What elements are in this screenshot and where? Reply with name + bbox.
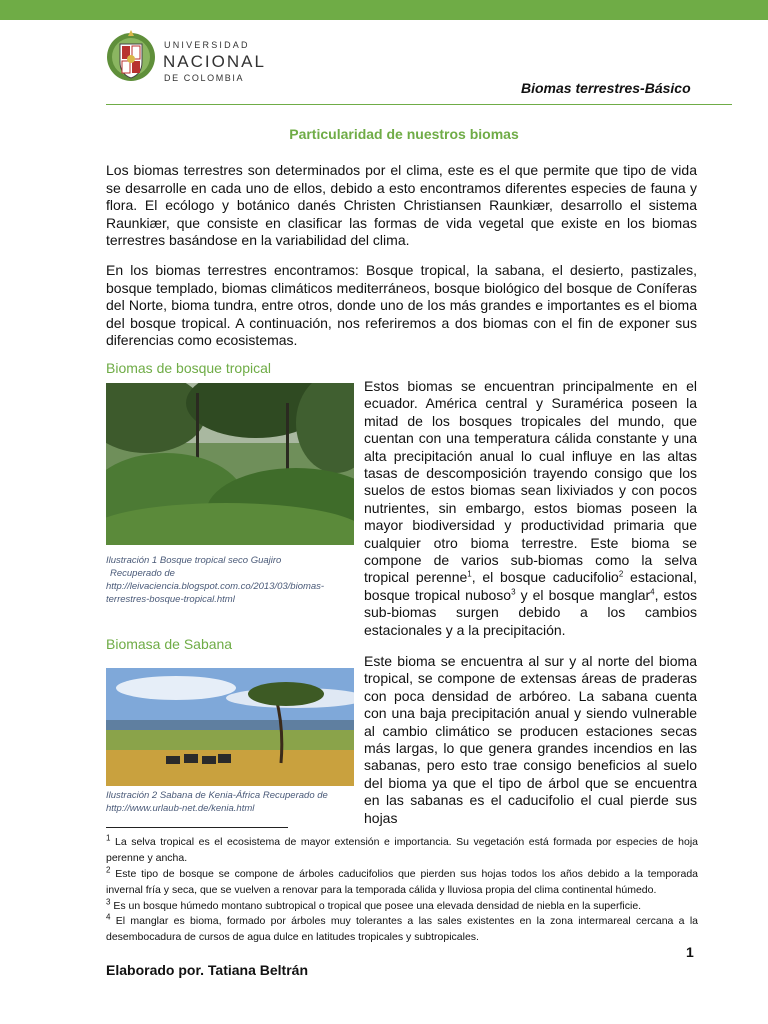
footnote-text: Es un bosque húmedo montano subtropical o tropical que posee una elevada densidad de niebla en la superficie. xyxy=(110,900,642,912)
tropical-forest-text xyxy=(364,378,697,639)
university-logo xyxy=(106,26,266,90)
caption-line: Recuperado de xyxy=(110,568,175,579)
caption-line: Ilustración 1 Bosque tropical seco Guajiro xyxy=(106,555,282,566)
footnote-marker: 4 xyxy=(106,912,111,922)
section-title: Particularidad de nuestros biomas xyxy=(289,126,519,142)
header-divider xyxy=(106,104,732,105)
savanna-text: Este bioma se encuentra al sur y al norte del bioma tropical, se compone de extensas áreas de praderas con poca densidad de arbóreo. La sabana cuenta con una baja precipitación anual y siendo vulnerable al cambio climático se producen estaciones secas más largas, lo que genera grandes incendios en las sabanas, pero esto trae consigo beneficios al suelo del bioma ya que el tipo de árbol que se encuentra en las sabanas es el caducifolio el cual pierde sus hojas xyxy=(364,653,697,826)
savanna-caption xyxy=(106,789,358,815)
footnote-4 xyxy=(106,913,698,945)
footnote-text: La selva tropical es el ecosistema de mayor extensión e importancia. Su vegetación está formada por especies de hoja perenne y ancha. xyxy=(106,836,698,864)
university-name-line3: DE COLOMBIA xyxy=(164,73,245,83)
tropical-forest-heading: Biomas de bosque tropical xyxy=(106,360,271,376)
document-title: Biomas terrestres-Básico xyxy=(521,80,691,96)
intro-paragraph-2: En los biomas terrestres encontramos: Bosque tropical, la sabana, el desierto, pastizales, bosque templado, biomas climáticos mediterráneos, bosque biológico del bosque de Coníferas del Norte, bioma tundra, entre otros, donde uno de los más grandes e importantes es el bioma del bosque tropical. A continuación, nos referiremos a dos biomas con el fin de exponer sus diferencias como ecosistemas. xyxy=(106,262,697,349)
footnote-text: El manglar es bioma, formado por árboles muy tolerantes a las sales existentes en la zona intermareal cercana a la desembocadura de cursos de agua dulce en latitudes tropicales y subtropicales. xyxy=(106,915,698,943)
footer-author: Elaborado por. Tatiana Beltrán xyxy=(106,962,309,978)
savanna-photo xyxy=(106,668,354,786)
footnote-ref-4[interactable]: 4 xyxy=(650,587,655,597)
tropical-text-part: , el bosque caducifolio xyxy=(471,569,619,586)
caption-source-link[interactable]: http://leivaciencia.blogspot.com.co/2013/03/biomas-terrestres-bosque-tropical.html xyxy=(106,581,325,605)
footnote-1 xyxy=(106,834,698,866)
page-number: 1 xyxy=(686,944,694,960)
tropical-text-part: estacional, bosque tropical nuboso xyxy=(364,569,697,603)
tropical-text-part: , estos sub-biomas surgen debido a los cambios estacionales y a la precipitación. xyxy=(364,586,697,638)
footnote-ref-3[interactable]: 3 xyxy=(511,587,516,597)
footnote-divider xyxy=(106,827,288,828)
university-name-line1: UNIVERSIDAD xyxy=(164,40,250,50)
tropical-forest-photo xyxy=(106,383,354,545)
caption-line: Ilustración 2 Sabana de Kenia-África Recuperado de xyxy=(106,790,328,801)
footnote-marker: 3 xyxy=(106,897,111,907)
footnote-marker: 2 xyxy=(106,865,111,875)
footnote-ref-1[interactable]: 1 xyxy=(467,569,472,579)
tropical-forest-caption xyxy=(106,554,358,606)
top-green-bar xyxy=(0,0,768,20)
footnote-ref-2[interactable]: 2 xyxy=(618,569,624,579)
footnote-3 xyxy=(106,898,698,914)
footnote-2 xyxy=(106,866,698,898)
intro-paragraph-1: Los biomas terrestres son determinados por el clima, este es el que permite que tipo de vida se desarrolle en cada uno de ellos, debido a esto encontramos diferentes especies de fauna y flora. El ecólogo y botánico danés Christen Christiansen Raunkiær, desarrollo el sistema Raunkiær, que consiste en clasificar las formas de vida vegetal que existe en los biomas terrestres basándose en la variabilidad del clima. xyxy=(106,162,697,249)
university-name-line2: NACIONAL xyxy=(163,52,266,71)
university-crest-icon xyxy=(106,26,156,88)
footnote-marker: 1 xyxy=(106,833,111,843)
footnote-text: Este tipo de bosque se compone de árboles caducifolios que pierden sus hojas todos los años debido a la temporada invernal fría y seca, que se vuelven a renovar para la temporada cálida y lluviosa propia del clima continental húmedo. xyxy=(106,868,698,896)
savanna-heading: Biomasa de Sabana xyxy=(106,636,233,652)
caption-source-link[interactable]: http://www.urlaub-net.de/kenia.html xyxy=(106,803,255,814)
tropical-text-part: Estos biomas se encuentran principalmente en el ecuador. América central y Suramérica poseen la mitad de los bosques tropicales del mundo, que cuentan con una temperatura cálida constante y una alta precipitación anual lo cual influye en las altas tasas de descomposición trayendo consigo que los suelos de estos biomas sean lixiviados y con pocos nutrientes, sin embargo, estos biomas poseen la mayor biodiversidad y productividad primaria que cualquier otro bioma terrestre. Este bioma se compone de varios sub-biomas como la selva tropical perenne xyxy=(364,378,697,586)
tropical-text-part: y el bosque manglar xyxy=(515,586,651,603)
